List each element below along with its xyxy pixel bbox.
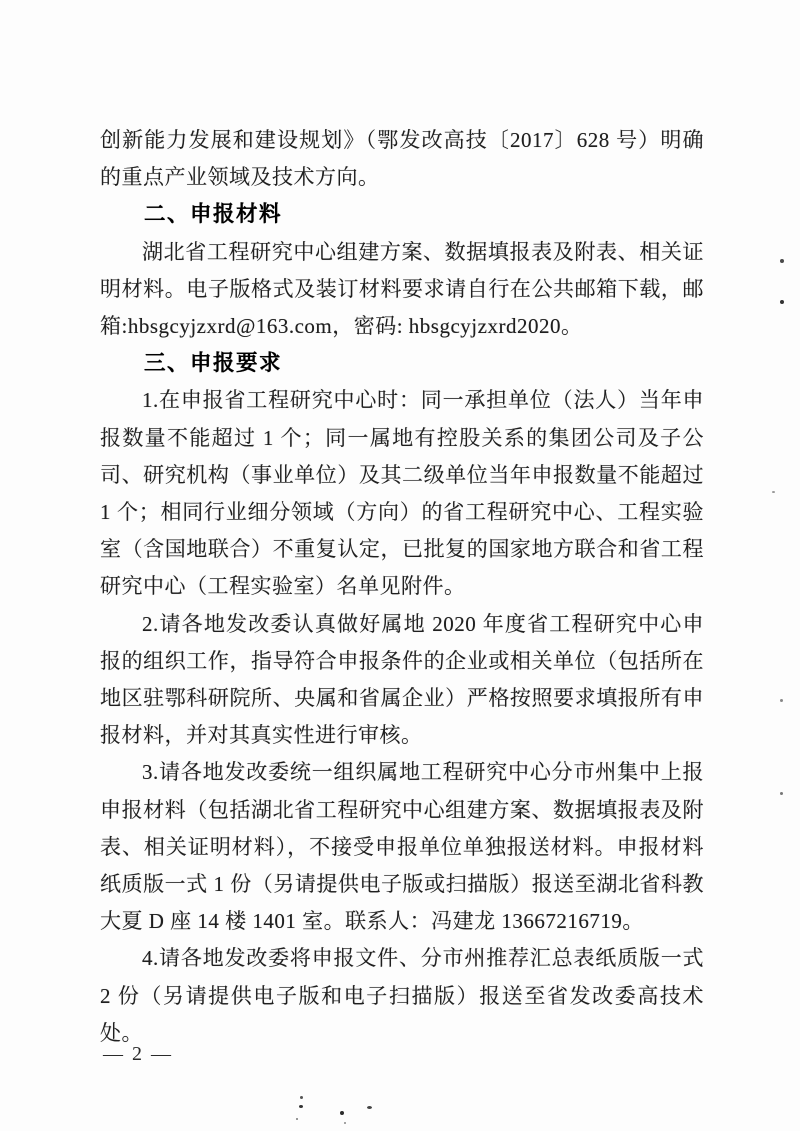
document-body [100,122,704,1052]
scan-speck [772,491,775,493]
scan-speck [344,1122,346,1124]
scan-speck [780,259,784,263]
paragraph-requirement-3: 3.请各地发改委统一组织属地工程研究中心分市州集中上报申报材料（包括湖北省工程研究中心组建方案、数据填报表及附表、相关证明材料），不接受申报单位单独报送材料。申报材料纸质版一式 1 份（另请提供电子版或扫描版）报送至湖北省科教大夏 D 座 14 楼 1401 室。联系人：冯建龙 13667216719。 [100,760,704,934]
scan-speck [780,300,784,304]
page-number: — 2 — [103,1043,173,1065]
paragraph-continuation: 创新能力发展和建设规划》（鄂发改高技〔2017〕628 号）明确的重点产业领域及技术方向。 [100,128,704,190]
scan-speck [299,1105,303,1108]
section-heading-application-requirements: 三、申报要求 [144,351,283,376]
scan-speck [296,1118,298,1120]
paragraph-requirement-1: 1.在申报省工程研究中心时：同一承担单位（法人）当年申报数量不能超过 1 个；同一属地有控股关系的集团公司及子公司、研究机构（事业单位）及其二级单位当年申报数量不能超过 1 个；相同行业细分领域（方向）的省工程研究中心、工程实验室（含国地联合）不重复认定，已批复的国家地方联合和省工程研究中心（工程实验室）名单见附件。 [100,388,704,599]
paragraph-application-materials: 湖北省工程研究中心组建方案、数据填报表及附表、相关证明材料。电子版格式及装订材料要求请自行在公共邮箱下载，邮箱:hbsgcyjzxrd@163.com，密码: hbsgcyjzxrd2020。 [100,239,704,339]
paragraph-requirement-2: 2.请各地发改委认真做好属地 2020 年度省工程研究中心申报的组织工作，指导符合申报条件的企业或相关单位（包括所在地区驻鄂科研院所、央属和省属企业）严格按照要求填报所有申报材料，并对其真实性进行审核。 [100,611,704,748]
section-heading-application-materials: 二、申报材料 [144,202,283,227]
scan-speck [340,1111,344,1115]
scan-speck [780,699,783,702]
scan-speck [367,1106,372,1109]
scan-speck [780,792,783,795]
paragraph-requirement-4: 4.请各地发改委将申报文件、分市州推荐汇总表纸质版一式 2 份（另请提供电子版和电子扫描版）报送至省发改委高技术处。 [100,946,704,1045]
scan-speck [300,1096,303,1099]
